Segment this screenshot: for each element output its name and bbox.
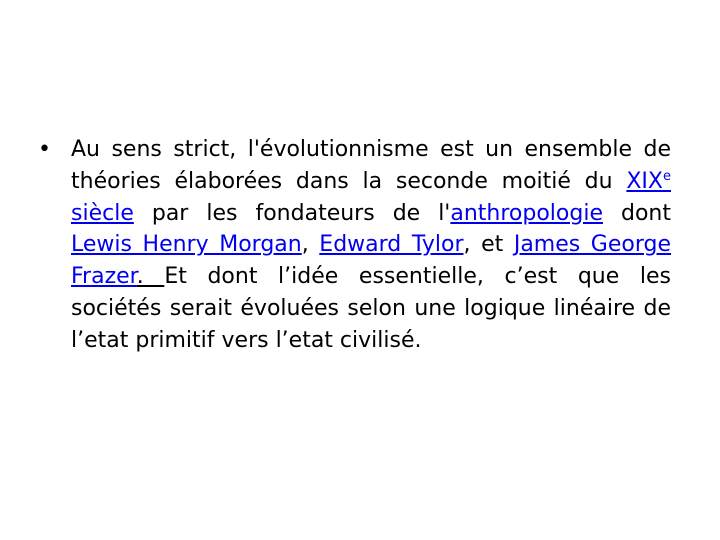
link-james-george-frazer[interactable]: James George Frazer — [71, 232, 672, 290]
text-segment: par les fondateurs de l' — [133, 200, 451, 226]
link-edward-tylor[interactable]: Edward Tylor — [319, 232, 464, 258]
link-frazer-trailing-punctuation[interactable]: . — [136, 264, 165, 290]
text-segment: dont — [602, 200, 671, 226]
link-lewis-henry-morgan[interactable]: Lewis Henry Morgan — [71, 232, 302, 258]
link-text-century-rest: siècle — [71, 200, 134, 226]
text-segment: , — [301, 232, 320, 258]
bullet-paragraph — [71, 134, 671, 357]
text-segment: , et — [463, 232, 514, 258]
bullet-marker: • — [38, 137, 51, 162]
link-text-century-superscript: e — [663, 168, 671, 184]
link-anthropologie[interactable]: anthropologie — [450, 200, 603, 226]
text-segment: Au sens strict, l'évolutionnisme est un ensemble de théories élaborées dans la seconde moitié du — [71, 137, 671, 194]
bullet-item — [38, 134, 670, 357]
text-segment: Et dont l’idée essentielle, c’est que les sociétés serait évoluées selon une logique linéaire de l’etat primitif vers l’etat civilisé. — [71, 264, 671, 353]
link-text-century: XIX — [626, 168, 663, 194]
